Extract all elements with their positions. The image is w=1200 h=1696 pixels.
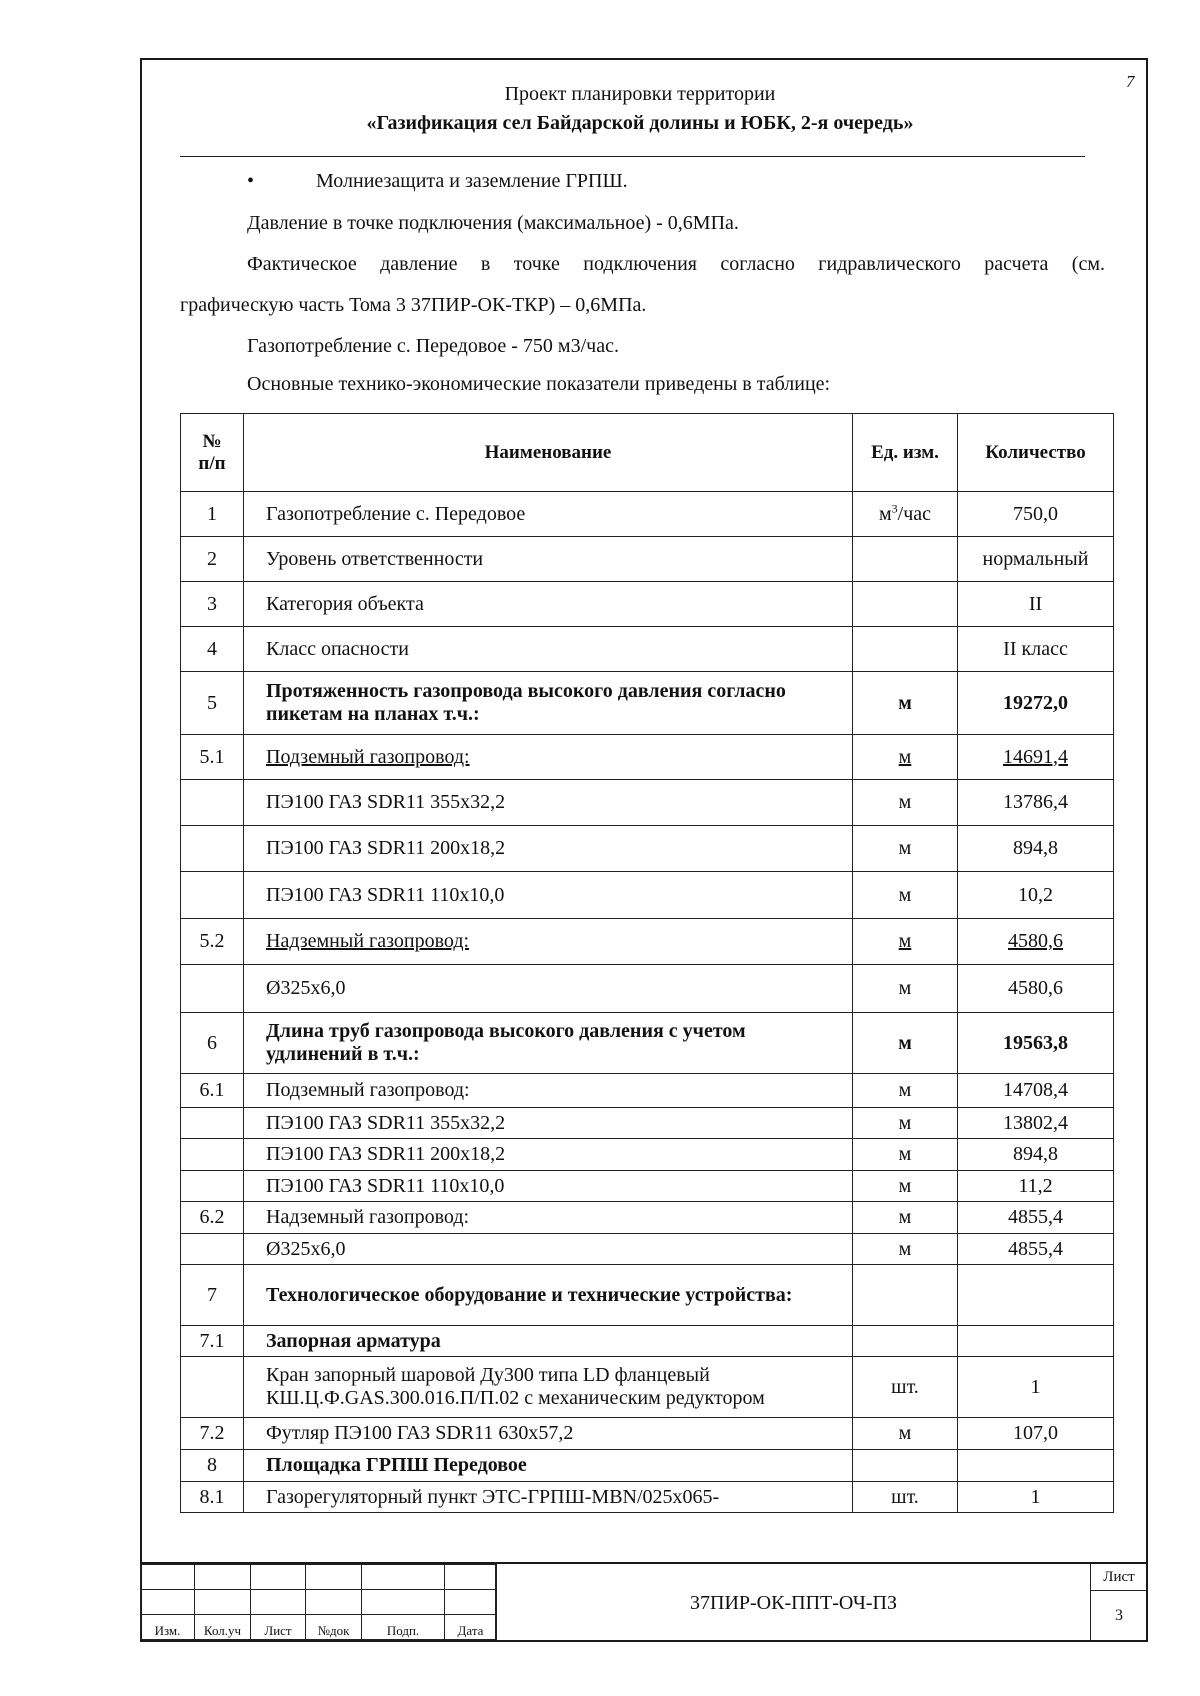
row-qty: 894,8 xyxy=(958,826,1114,872)
header-subtitle: Проект планировки территории xyxy=(504,83,776,105)
header-title: «Газификация сел Байдарской долины и ЮБК, 2-я очередь» xyxy=(366,112,914,134)
row-name: Технологическое оборудование и технические устройства: xyxy=(244,1265,853,1326)
row-qty: 13802,4 xyxy=(958,1108,1114,1139)
row-unit xyxy=(853,1265,958,1326)
row-qty: 19563,8 xyxy=(958,1013,1114,1074)
header-qty: Количество xyxy=(958,414,1114,492)
row-name: Протяженность газопровода высокого давления согласно пикетам на планах т.ч.: xyxy=(244,672,853,735)
row-name: Газорегуляторный пункт ЭТС-ГРПШ-MBN/025х065- xyxy=(244,1482,853,1513)
row-qty: нормальный xyxy=(958,537,1114,582)
row-num xyxy=(181,1139,244,1171)
table-row xyxy=(181,1074,1114,1108)
row-name: ПЭ100 ГАЗ SDR11 110х10,0 xyxy=(244,1171,853,1202)
row-unit: м xyxy=(853,735,958,780)
row-name: ПЭ100 ГАЗ SDR11 355х32,2 xyxy=(244,780,853,826)
row-num xyxy=(181,1108,244,1139)
row-name: Площадка ГРПШ Передовое xyxy=(244,1450,853,1482)
sheet-label: Лист xyxy=(1091,1564,1147,1591)
table-row xyxy=(181,672,1114,735)
row-num xyxy=(181,1171,244,1202)
row-num: 1 xyxy=(181,492,244,537)
row-name: Подземный газопровод: xyxy=(244,1074,853,1108)
row-name: Подземный газопровод: xyxy=(244,735,853,780)
row-name: Кран запорный шаровой Ду300 типа LD фланцевый КШ.Ц.Ф.GAS.300.016.П/П.02 с механическим редуктором xyxy=(244,1357,853,1418)
row-name: ПЭ100 ГАЗ SDR11 110х10,0 xyxy=(244,872,853,919)
row-qty: 894,8 xyxy=(958,1139,1114,1171)
row-name: ПЭ100 ГАЗ SDR11 200х18,2 xyxy=(244,826,853,872)
row-num: 4 xyxy=(181,627,244,672)
row-unit xyxy=(853,627,958,672)
row-unit: м xyxy=(853,919,958,965)
table-row xyxy=(181,826,1114,872)
row-name: Длина труб газопровода высокого давления с учетом удлинений в т.ч.: xyxy=(244,1013,853,1074)
row-num xyxy=(181,780,244,826)
row-name: Надземный газопровод: xyxy=(244,919,853,965)
paragraph-table-intro: Основные технико-экономические показатели приведены в таблице: xyxy=(247,373,831,395)
row-qty xyxy=(958,1450,1114,1482)
table-row xyxy=(181,1450,1114,1482)
table-row xyxy=(181,1482,1114,1513)
row-num: 6.2 xyxy=(181,1202,244,1234)
row-num xyxy=(181,1234,244,1265)
bullet-text: Молниезащита и заземление ГРПШ. xyxy=(316,170,628,192)
row-qty: 4580,6 xyxy=(958,965,1114,1013)
table-row xyxy=(181,1326,1114,1357)
table-row xyxy=(181,1234,1114,1265)
row-qty: 11,2 xyxy=(958,1171,1114,1202)
row-unit: м xyxy=(853,1418,958,1450)
row-name: Уровень ответственности xyxy=(244,537,853,582)
row-qty: 1 xyxy=(958,1482,1114,1513)
table-row xyxy=(181,627,1114,672)
document-header xyxy=(180,80,1100,138)
row-qty: 750,0 xyxy=(958,492,1114,537)
row-unit: м xyxy=(853,826,958,872)
label-data: Дата xyxy=(445,1615,497,1640)
table-header-row xyxy=(181,414,1114,492)
row-name: Ø325х6,0 xyxy=(244,1234,853,1265)
row-num: 6.1 xyxy=(181,1074,244,1108)
table-row xyxy=(181,1108,1114,1139)
unit-base: м xyxy=(878,502,892,525)
table-row xyxy=(181,1139,1114,1171)
row-num xyxy=(181,1357,244,1418)
paragraph-gas-consumption: Газопотребление с. Передовое - 750 м3/час. xyxy=(247,335,619,357)
table-row xyxy=(181,1171,1114,1202)
row-num: 5.2 xyxy=(181,919,244,965)
revision-row xyxy=(141,1565,497,1590)
bullet-icon: • xyxy=(247,170,255,192)
row-unit xyxy=(853,582,958,627)
table-row xyxy=(181,1357,1114,1418)
unit-superscript: 3 xyxy=(891,500,898,515)
label-list: Лист xyxy=(251,1615,306,1640)
table-row xyxy=(181,735,1114,780)
row-unit: шт. xyxy=(853,1482,958,1513)
paragraph-pressure-actual-text: Фактическое давление в точке подключения согласно гидравлического расчета (см. xyxy=(247,253,1105,275)
row-unit: м xyxy=(853,1013,958,1074)
revision-label-row xyxy=(141,1615,497,1640)
row-unit: м xyxy=(853,1234,958,1265)
row-unit: м xyxy=(853,672,958,735)
row-name: ПЭ100 ГАЗ SDR11 200х18,2 xyxy=(244,1139,853,1171)
header-num-symbol: № xyxy=(202,430,222,452)
header-num xyxy=(181,414,244,492)
table-row xyxy=(181,1418,1114,1450)
header-num-label: п/п xyxy=(198,452,226,474)
row-qty: 4580,6 xyxy=(958,919,1114,965)
label-ndok: №док xyxy=(306,1615,362,1640)
row-num: 7 xyxy=(181,1265,244,1326)
row-unit: м xyxy=(853,965,958,1013)
row-num xyxy=(181,872,244,919)
row-name: Надземный газопровод: xyxy=(244,1202,853,1234)
row-qty: 13786,4 xyxy=(958,780,1114,826)
row-name: Класс опасности xyxy=(244,627,853,672)
row-qty: 14691,4 xyxy=(958,735,1114,780)
revision-grid xyxy=(140,1564,497,1640)
row-qty: 14708,4 xyxy=(958,1074,1114,1108)
row-qty: 4855,4 xyxy=(958,1202,1114,1234)
row-qty: 1 xyxy=(958,1357,1114,1418)
row-unit: шт. xyxy=(853,1357,958,1418)
table-row xyxy=(181,492,1114,537)
header-name: Наименование xyxy=(244,414,853,492)
row-qty xyxy=(958,1326,1114,1357)
document-code: 37ПИР-ОК-ППТ-ОЧ-ПЗ xyxy=(495,1564,1091,1642)
row-qty: II xyxy=(958,582,1114,627)
row-unit: м xyxy=(853,1202,958,1234)
paragraph-pressure-max: Давление в точке подключения (максимальное) - 0,6МПа. xyxy=(247,212,739,234)
row-num: 6 xyxy=(181,1013,244,1074)
table-row xyxy=(181,965,1114,1013)
row-name: Запорная арматура xyxy=(244,1326,853,1357)
row-name: Футляр ПЭ100 ГАЗ SDR11 630х57,2 xyxy=(244,1418,853,1450)
row-num: 7.2 xyxy=(181,1418,244,1450)
row-num: 5.1 xyxy=(181,735,244,780)
table-row xyxy=(181,537,1114,582)
row-qty: II класс xyxy=(958,627,1114,672)
sheet-box xyxy=(1090,1564,1147,1642)
row-num: 7.1 xyxy=(181,1326,244,1357)
header-divider xyxy=(180,156,1085,157)
unit-rest: /час xyxy=(897,502,932,525)
row-num: 5 xyxy=(181,672,244,735)
page-number: 7 xyxy=(1126,72,1135,91)
table-row xyxy=(181,1013,1114,1074)
row-num: 8.1 xyxy=(181,1482,244,1513)
label-podp: Подп. xyxy=(362,1615,445,1640)
paragraph-pressure-actual-line1 xyxy=(180,253,1105,276)
revision-row xyxy=(141,1590,497,1615)
row-unit: м xyxy=(853,1074,958,1108)
row-unit xyxy=(853,1326,958,1357)
row-unit: м xyxy=(853,1171,958,1202)
row-num: 8 xyxy=(181,1450,244,1482)
row-qty: 10,2 xyxy=(958,872,1114,919)
row-qty: 4855,4 xyxy=(958,1234,1114,1265)
row-unit xyxy=(853,537,958,582)
paragraph-pressure-actual-line2: графическую часть Тома 3 37ПИР-ОК-ТКР) – 0,6МПа. xyxy=(180,294,647,316)
row-num: 3 xyxy=(181,582,244,627)
row-name: Ø325х6,0 xyxy=(244,965,853,1013)
row-unit xyxy=(853,1450,958,1482)
row-num xyxy=(181,826,244,872)
row-num xyxy=(181,965,244,1013)
table-row xyxy=(181,919,1114,965)
table-row xyxy=(181,780,1114,826)
row-unit: м xyxy=(853,1108,958,1139)
table-row xyxy=(181,1265,1114,1326)
row-unit xyxy=(853,492,958,537)
row-name: Категория объекта xyxy=(244,582,853,627)
label-izm: Изм. xyxy=(141,1615,195,1640)
row-qty: 19272,0 xyxy=(958,672,1114,735)
row-name: ПЭ100 ГАЗ SDR11 355х32,2 xyxy=(244,1108,853,1139)
row-num: 2 xyxy=(181,537,244,582)
row-name: Газопотребление с. Передовое xyxy=(244,492,853,537)
row-qty xyxy=(958,1265,1114,1326)
header-unit: Ед. изм. xyxy=(853,414,958,492)
table-row xyxy=(181,582,1114,627)
indicators-table xyxy=(180,413,1114,1513)
title-block xyxy=(140,1562,1148,1642)
table-row xyxy=(181,872,1114,919)
row-qty: 107,0 xyxy=(958,1418,1114,1450)
row-unit: м xyxy=(853,780,958,826)
label-kol-uch: Кол.уч xyxy=(195,1615,251,1640)
row-unit: м xyxy=(853,1139,958,1171)
sheet-number: 3 xyxy=(1115,1607,1123,1624)
table-row xyxy=(181,1202,1114,1234)
row-unit: м xyxy=(853,872,958,919)
